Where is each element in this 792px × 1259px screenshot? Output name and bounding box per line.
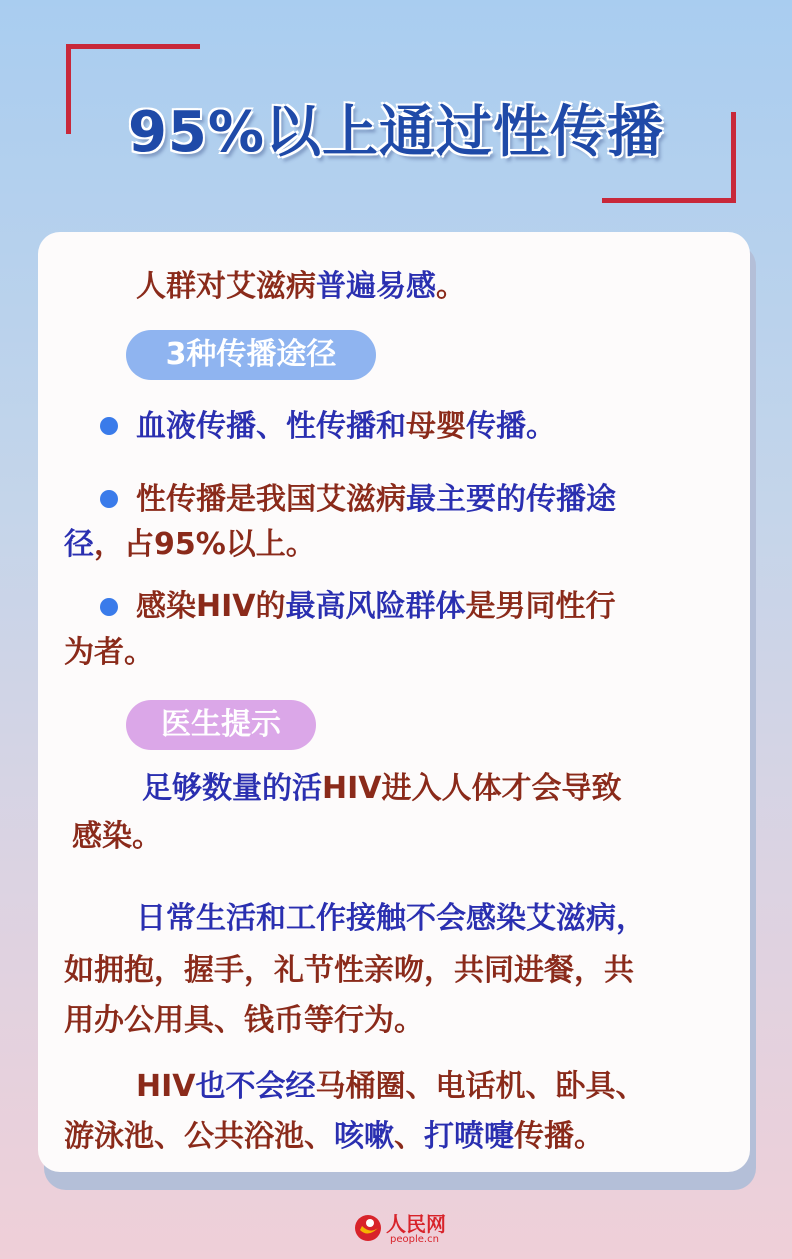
bullet-dot xyxy=(100,417,118,435)
bullet-2-text-line2: 径，占95%以上。 xyxy=(64,527,316,562)
bullet-2-text-line1: 性传播是我国艾滋病最主要的传播途 xyxy=(136,482,616,517)
intro-text: 人群对艾滋病普遍易感。 xyxy=(136,269,466,304)
tip-1-text-line1: 足够数量的活HIV进入人体才会导致 xyxy=(142,771,622,806)
tip-1-text-line2: 感染。 xyxy=(72,819,162,854)
page-title: 95%以上通过性传播 xyxy=(127,100,665,165)
frame-bracket-bottom-right-h xyxy=(602,198,736,203)
tip-3-text-line2: 游泳池、公共浴池、咳嗽、打喷嚏传播。 xyxy=(64,1119,604,1154)
bullet-dot xyxy=(100,598,118,616)
tip-2-text-line3: 用办公用具、钱币等行为。 xyxy=(64,1003,424,1038)
logo-domain: people.cn xyxy=(390,1234,439,1245)
bullet-1-text: 血液传播、性传播和母婴传播。 xyxy=(136,409,556,444)
section-label-transmission: 3种传播途径 xyxy=(126,330,376,380)
tip-2-text-line2: 如拥抱，握手，礼节性亲吻，共同进餐，共 xyxy=(64,953,634,988)
tip-3-text-line1: HIV也不会经马桶圈、电话机、卧具、 xyxy=(136,1069,646,1104)
content-card xyxy=(38,232,750,1172)
people-cn-logo xyxy=(350,1208,460,1248)
tip-2-text-line1: 日常生活和工作接触不会感染艾滋病， xyxy=(136,901,646,936)
bullet-3-text-line2: 为者。 xyxy=(64,635,154,670)
section-label-doctor-tip: 医生提示 xyxy=(126,700,316,750)
frame-bracket-top-left-h xyxy=(66,44,200,49)
bullet-dot xyxy=(100,490,118,508)
bullet-3-text-line1: 感染HIV的最高风险群体是男同性行 xyxy=(136,589,616,624)
logo-name: 人民网 xyxy=(386,1212,446,1236)
